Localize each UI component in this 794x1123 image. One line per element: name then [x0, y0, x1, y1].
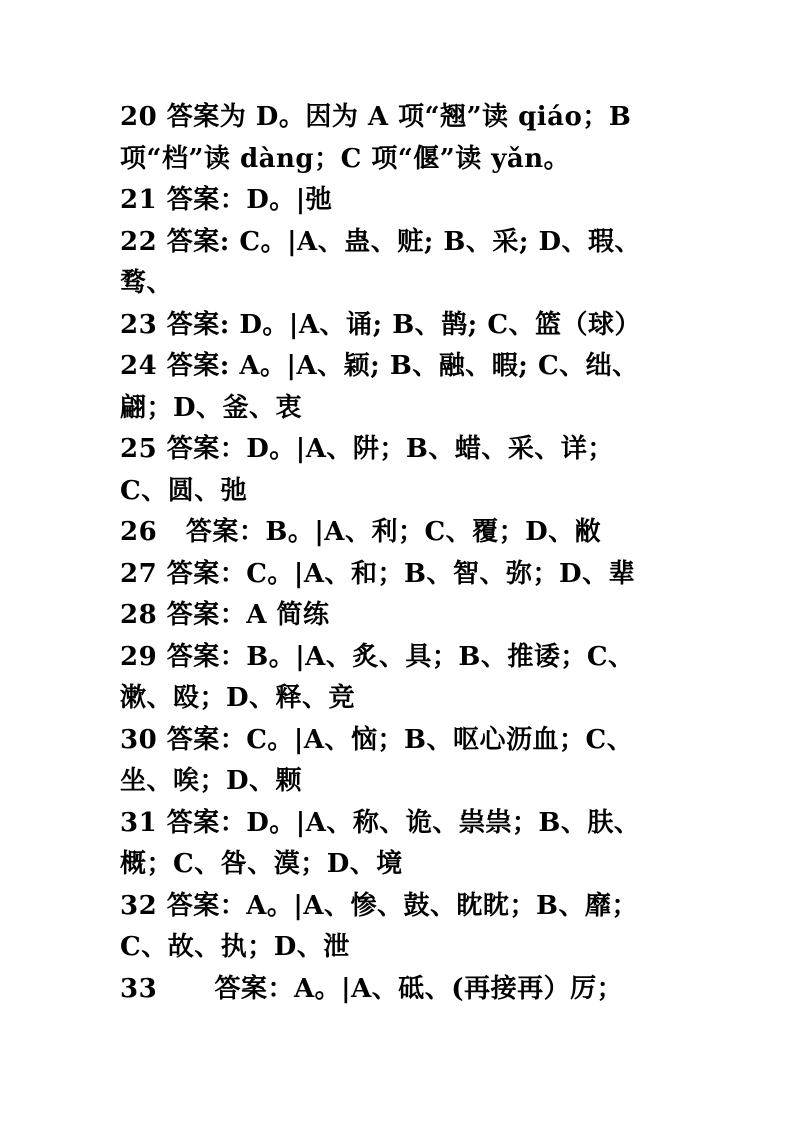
- text-line: 27 答案：C。|A、和；B、智、弥；D、辈: [120, 558, 636, 589]
- text-line: 24 答案: A。|A、颖; B、融、暇; C、绌、: [120, 351, 639, 381]
- text-line: 20 答案为 D。因为 A 项“翘”读 qiáo；B: [120, 102, 632, 132]
- text-line: 骛、: [120, 268, 174, 298]
- text-line: 22 答案: C。|A、蛊、赃; B、采; D、瑕、: [120, 226, 642, 257]
- text-line: 29 答案：B。|A、炙、具；B、推诿；C、: [120, 641, 635, 672]
- text-line: 项“档”读 dàng；C 项“偃”读 yǎn。: [120, 143, 571, 174]
- text-line: 23 答案: D。|A、诵; B、鹊; C、篮（球）: [120, 309, 642, 340]
- text-line: 翩；D、釜、衷: [120, 392, 303, 423]
- text-line: 28 答案：A 简练: [120, 600, 330, 630]
- text-line: 33 答案：A。|A、砥、(再接再）厉；: [120, 973, 624, 1004]
- text-line: 30 答案：C。|A、恼；B、呕心沥血；C、: [120, 724, 634, 755]
- text-line: 漱、殴；D、释、竞: [120, 683, 356, 713]
- text-line: 32 答案：A。|A、惨、鼓、眈眈；B、靡；: [120, 890, 639, 921]
- text-line: 坐、唉；D、颗: [120, 766, 303, 796]
- text-line: C、圆、弛: [120, 475, 248, 506]
- text-line: 概；C、咎、漠；D、境: [120, 849, 403, 879]
- text-line: 31 答案：D。|A、称、诡、祟祟；B、肤、: [120, 807, 641, 838]
- text-line: 26 答案：B。|A、利；C、覆；D、敝: [120, 517, 602, 547]
- text-line: 25 答案：D。|A、阱；B、蜡、采、详；: [120, 434, 614, 464]
- text-line: 21 答案：D。|弛: [120, 185, 333, 215]
- answer-text-block: [120, 97, 680, 1010]
- text-line: C、故、执；D、泄: [120, 932, 350, 962]
